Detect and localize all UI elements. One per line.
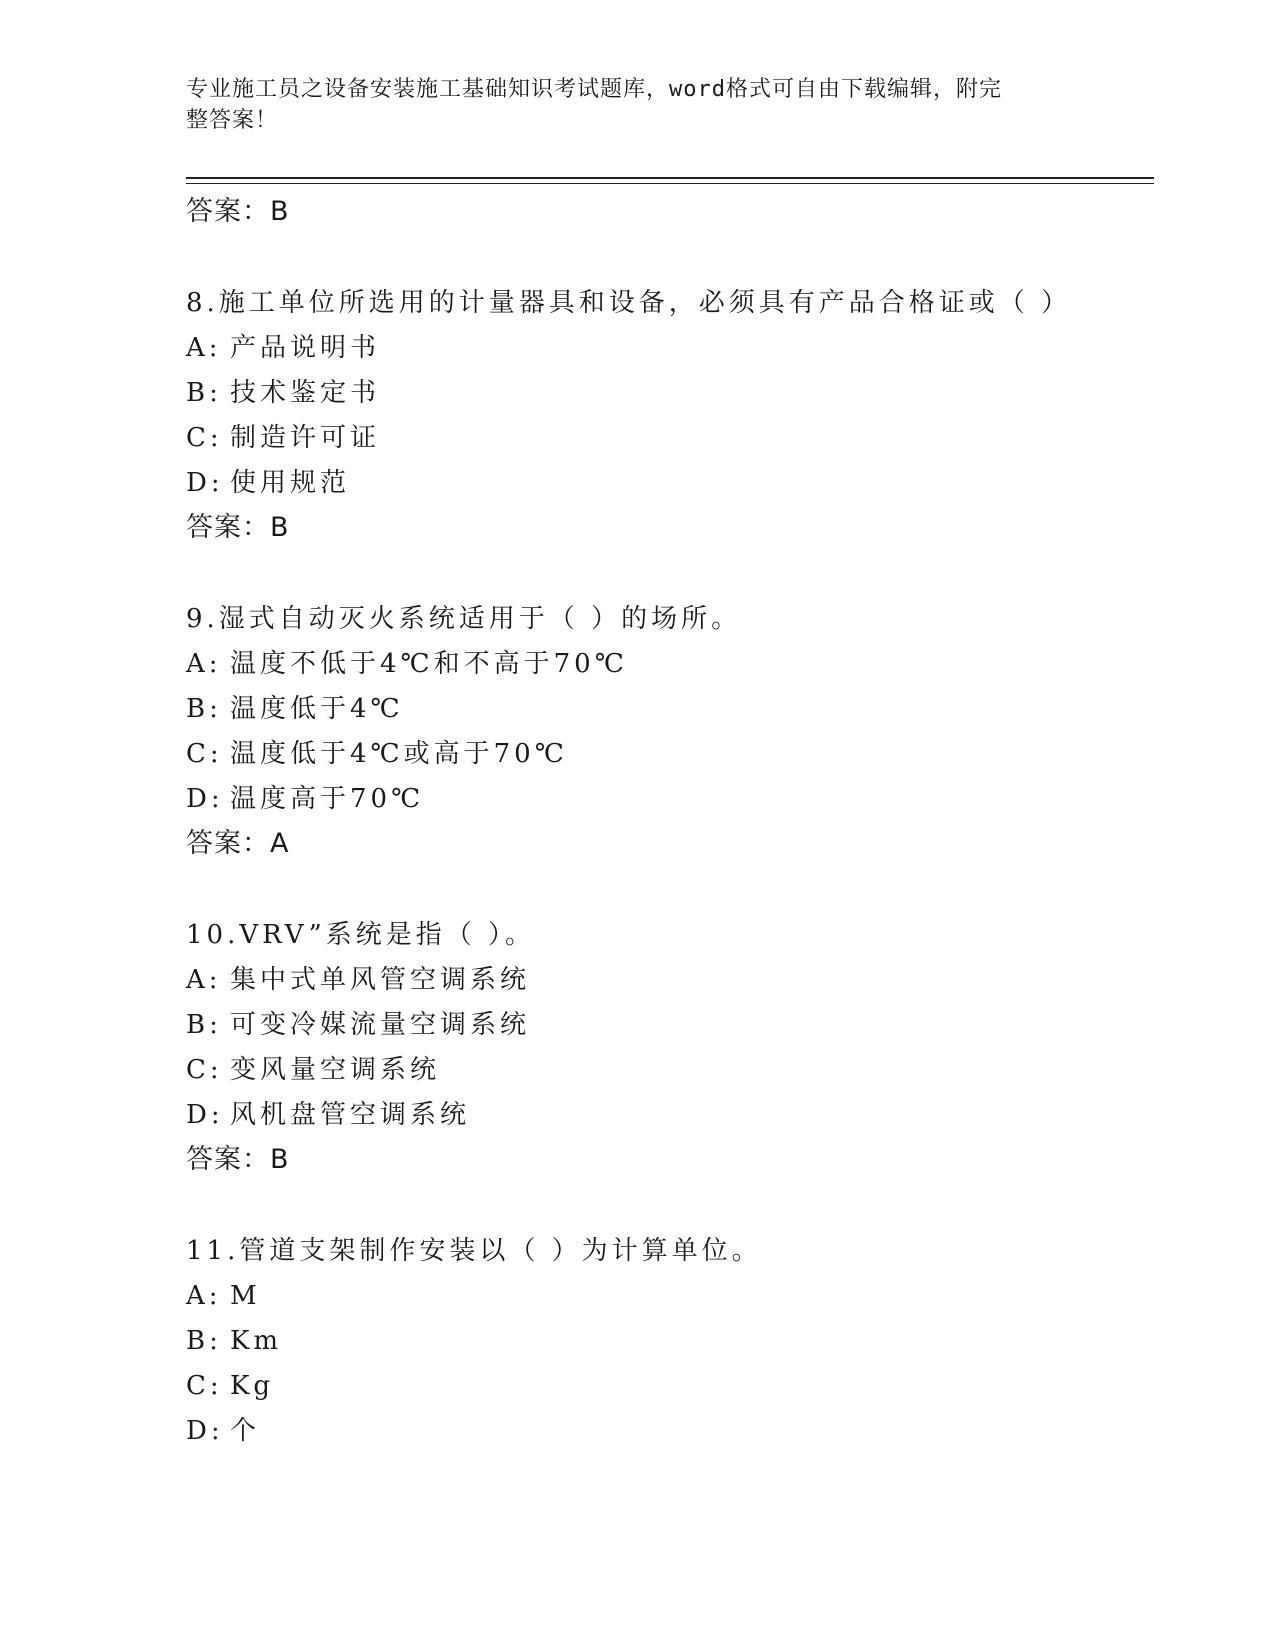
option-text: 集中式单风管空调系统 (230, 965, 531, 995)
answer-value: A (270, 828, 290, 859)
question-block (186, 1229, 1154, 1454)
question-block (186, 597, 1154, 866)
question-stem: 9.湿式自动灭火系统适用于（ ）的场所。 (186, 604, 742, 634)
option-d (186, 1093, 1154, 1138)
option-text: M (230, 1281, 261, 1311)
option-a (186, 958, 1154, 1003)
option-key: D: (186, 1416, 224, 1446)
option-key: B: (186, 1326, 222, 1356)
option-key: B: (186, 1010, 222, 1040)
answer-line (186, 506, 1154, 550)
option-d (186, 461, 1154, 506)
option-text: 温度低于4℃ (230, 694, 404, 724)
option-key: A: (186, 649, 222, 679)
option-text: 个 (230, 1416, 261, 1446)
answer-prefix: 答案： (186, 828, 270, 859)
question-gap (186, 234, 1154, 281)
option-text: 使用规范 (230, 468, 351, 498)
option-b (186, 1003, 1154, 1048)
option-a (186, 642, 1154, 687)
option-key: C: (186, 1371, 223, 1401)
question-gap (186, 866, 1154, 913)
option-text: 温度不低于4℃和不高于70℃ (230, 649, 628, 679)
question-block (186, 281, 1154, 550)
option-text: 产品说明书 (230, 333, 381, 363)
option-b (186, 371, 1154, 416)
option-text: 可变冷媒流量空调系统 (230, 1010, 531, 1040)
option-c (186, 1048, 1154, 1093)
option-key: D: (186, 468, 224, 498)
question-gap (186, 550, 1154, 597)
option-key: D: (186, 784, 224, 814)
option-a (186, 1274, 1154, 1319)
option-key: A: (186, 965, 222, 995)
answer-prefix: 答案： (186, 1144, 270, 1175)
option-key: C: (186, 1055, 223, 1085)
option-a (186, 326, 1154, 371)
option-text: 温度高于70℃ (230, 784, 425, 814)
option-key: C: (186, 739, 223, 769)
option-text: 温度低于4℃或高于70℃ (230, 739, 568, 769)
option-b (186, 687, 1154, 732)
option-d (186, 777, 1154, 822)
question-stem: 10.VRV”系统是指（ ）。 (186, 920, 536, 950)
option-text: 风机盘管空调系统 (230, 1100, 471, 1130)
option-d (186, 1409, 1154, 1454)
option-key: B: (186, 378, 222, 408)
option-text: 制造许可证 (230, 423, 381, 453)
option-text: Km (230, 1326, 283, 1356)
option-key: A: (186, 1281, 222, 1311)
question-gap (186, 1182, 1154, 1229)
question-stem: 8.施工单位所选用的计量器具和设备，必须具有产品合格证或（ ） (186, 288, 1072, 318)
answer-prefix: 答案： (186, 196, 270, 227)
answer-prefix: 答案： (186, 512, 270, 543)
option-key: B: (186, 694, 222, 724)
answer-value: B (270, 1144, 290, 1175)
option-key: A: (186, 333, 222, 363)
question-list (186, 190, 1154, 1454)
answer-line (186, 1138, 1154, 1182)
answer-line (186, 190, 1154, 234)
option-text: 变风量空调系统 (230, 1055, 441, 1085)
document-header (186, 74, 1066, 136)
answer-value: B (270, 196, 290, 227)
option-b (186, 1319, 1154, 1364)
option-key: C: (186, 423, 223, 453)
option-c (186, 1364, 1154, 1409)
option-text: 技术鉴定书 (230, 378, 381, 408)
option-c (186, 732, 1154, 777)
question-stem: 11.管道支架制作安装以（ ）为计算单位。 (186, 1236, 762, 1266)
question-block (186, 913, 1154, 1182)
answer-value: B (270, 512, 290, 543)
answer-line (186, 822, 1154, 866)
header-divider-thin (186, 183, 1154, 184)
header-divider-thick (186, 177, 1154, 179)
header-line-2: 整答案！ (186, 108, 279, 133)
option-text: Kg (230, 1371, 275, 1401)
header-line-1: 专业施工员之设备安装施工基础知识考试题库，word格式可自由下载编辑，附完 (186, 77, 1002, 102)
option-key: D: (186, 1100, 224, 1130)
option-c (186, 416, 1154, 461)
